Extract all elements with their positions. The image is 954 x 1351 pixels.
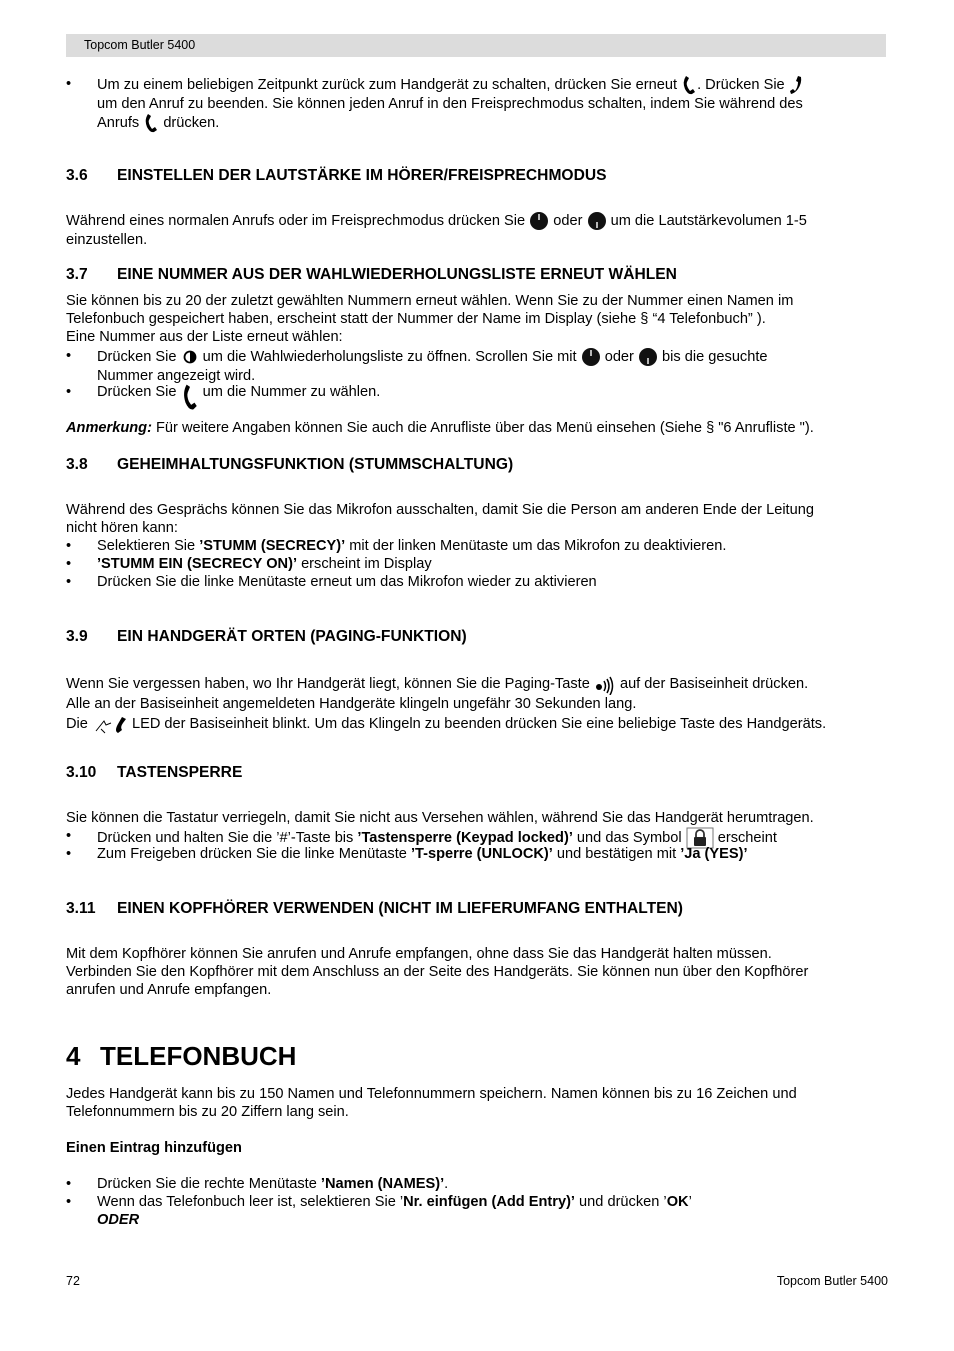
bullet: • xyxy=(66,1194,72,1210)
text: mit der linken Menütaste um das Mikrofon zu deaktivieren. xyxy=(345,538,727,554)
text: . xyxy=(444,1176,449,1192)
text: Verbinden Sie den Kopfhörer mit dem Anschluss an der Seite des Handgeräts. Sie können nun über den Kopfhörer xyxy=(66,964,809,980)
subheading: Einen Eintrag hinzufügen xyxy=(66,1140,242,1156)
bullet: • xyxy=(66,828,72,844)
text: Zum Freigeben drücken Sie die linke Menütaste xyxy=(97,846,411,862)
text: drücken. xyxy=(163,114,220,131)
text: Nummer angezeigt wird. xyxy=(97,368,256,384)
bold-text: Nr. einfügen (Add Entry)’ xyxy=(403,1194,575,1210)
text: bis die gesuchte xyxy=(662,348,768,365)
chapter-title: TELEFONBUCH xyxy=(100,1041,297,1071)
text: um den Anruf zu beenden. Sie können jeden Anruf in den Freisprechmodus schalten, indem Sie während des xyxy=(97,96,803,112)
page-header xyxy=(66,34,886,57)
paragraph xyxy=(66,501,896,537)
text: Während des Gesprächs können Sie das Mikrofon ausschalten, damit Sie die Person am anderen Ende der Leitung xyxy=(66,502,814,518)
section-number: 3.8 xyxy=(66,456,88,473)
handset-icon xyxy=(143,113,159,133)
text: um die Nummer zu wählen. xyxy=(202,384,381,400)
page-number: 72 xyxy=(66,1274,80,1288)
text: um die Wahlwiederholungsliste zu öffnen. Scrollen Sie mit xyxy=(202,348,577,365)
text: Drücken Sie die rechte Menütaste xyxy=(97,1176,321,1192)
text: erscheint xyxy=(717,829,777,846)
bullet: • xyxy=(66,846,72,862)
text: Sie können die Tastatur verriegeln, damit Sie nicht aus Versehen wählen, während Sie das Handgerät herumtragen. xyxy=(66,810,814,826)
nav-down-icon xyxy=(587,211,607,231)
paragraph xyxy=(66,292,896,346)
text: um die Lautstärkevolumen 1-5 xyxy=(610,212,807,229)
text: einzustellen. xyxy=(66,232,148,248)
text: erscheint im Display xyxy=(297,556,432,572)
text: Die xyxy=(66,715,88,732)
text: Telefonbuch gespeichert haben, erscheint statt der Nummer der Name im Display (siehe § “4 Telefonbuch” ). xyxy=(66,311,766,327)
chapter-heading xyxy=(66,1041,296,1071)
text: . Drücken Sie xyxy=(697,76,785,93)
text: nicht hören kann: xyxy=(66,520,178,536)
section-heading xyxy=(66,455,513,474)
note xyxy=(66,419,896,437)
text: Eine Nummer aus der Liste erneut wählen: xyxy=(66,329,343,345)
text: Anrufs xyxy=(97,114,140,131)
paragraph xyxy=(66,809,896,827)
section-heading xyxy=(66,763,242,782)
bold-text: ’Tastensperre (Keypad locked)’ xyxy=(357,829,573,846)
section-title: GEHEIMHALTUNGSFUNKTION (STUMMSCHALTUNG) xyxy=(117,456,514,473)
text: und bestätigen mit xyxy=(552,846,681,862)
bold-text: ’Ja (YES)’ xyxy=(680,846,748,862)
section-number: 3.6 xyxy=(66,167,88,184)
bullet: • xyxy=(66,574,72,590)
redial-icon xyxy=(181,350,199,364)
text: Drücken Sie die linke Menütaste erneut um das Mikrofon wieder zu aktivieren xyxy=(97,574,597,590)
text: Wenn Sie vergessen haben, wo Ihr Handgerät liegt, können Sie die Paging-Taste xyxy=(66,675,590,692)
handset-icon xyxy=(181,383,199,411)
text: Jedes Handgerät kann bis zu 150 Namen und Telefonnummern speichern. Namen können bis zu 16 Zeichen und xyxy=(66,1086,797,1102)
bullet: • xyxy=(66,556,72,572)
paragraph xyxy=(66,945,896,999)
section-heading xyxy=(66,627,467,646)
bold-text: ’T-sperre (UNLOCK)’ xyxy=(410,846,553,862)
paragraph xyxy=(66,673,896,735)
section-title: EIN HANDGERÄT ORTEN (PAGING-FUNKTION) xyxy=(117,628,467,645)
text: Selektieren Sie xyxy=(97,538,200,554)
text: Wenn das Telefonbuch leer ist, selektieren Sie ’ xyxy=(97,1194,404,1210)
text: auf der Basiseinheit drücken. xyxy=(619,675,809,692)
header-title: Topcom Butler 5400 xyxy=(84,38,196,52)
paragraph xyxy=(66,1085,896,1121)
text: Während eines normalen Anrufs oder im Freisprechmodus drücken Sie xyxy=(66,212,526,229)
text: Drücken und halten Sie die ’#’-Taste bis xyxy=(97,829,358,846)
bullet: • xyxy=(66,348,72,364)
text: Drücken Sie xyxy=(97,348,177,365)
section-number: 3.11 xyxy=(66,900,96,917)
nav-down-icon xyxy=(638,347,658,367)
section-heading xyxy=(66,166,607,185)
text: Sie können bis zu 20 der zuletzt gewählten Nummern erneut wählen. Wenn Sie zu der Nummer einen Namen im xyxy=(66,293,794,309)
text: Alle an der Basiseinheit angemeldeten Handgeräte klingeln ungefähr 30 Sekunden lang. xyxy=(66,696,637,712)
text: Telefonnummern bis zu 20 Ziffern lang sein. xyxy=(66,1104,349,1120)
section-heading xyxy=(66,265,677,284)
led-icon xyxy=(92,713,132,735)
text: Um zu einem beliebigen Zeitpunkt zurück zum Handgerät zu schalten, drücken Sie erneut xyxy=(97,76,678,93)
bold-text: ’STUMM (SECRECY)’ xyxy=(199,538,346,554)
bold-text: OK xyxy=(666,1194,689,1210)
bullet: • xyxy=(66,538,72,554)
nav-up-icon xyxy=(581,347,601,367)
nav-up-icon xyxy=(529,211,549,231)
bullet: • xyxy=(66,384,72,400)
section-number: 3.9 xyxy=(66,628,88,645)
chapter-number: 4 xyxy=(66,1041,81,1071)
text: anrufen und Anrufe empfangen. xyxy=(66,982,272,998)
text: Mit dem Kopfhörer können Sie anrufen und Anrufe empfangen, ohne dass Sie das Handgerät halten müssen. xyxy=(66,946,772,962)
section-number: 3.7 xyxy=(66,266,88,283)
footer-title: Topcom Butler 5400 xyxy=(776,1274,888,1288)
paging-icon xyxy=(594,673,616,695)
bullet: • xyxy=(66,1176,72,1192)
section-number: 3.10 xyxy=(66,764,97,781)
section-heading xyxy=(66,899,683,918)
bold-text: ’Namen (NAMES)’ xyxy=(320,1176,445,1192)
text: und drücken ’ xyxy=(575,1194,667,1210)
section-title: EINE NUMMER AUS DER WAHLWIEDERHOLUNGSLISTE ERNEUT WÄHLEN xyxy=(117,266,677,283)
note-label: Anmerkung: xyxy=(66,420,152,436)
bold-text: ’STUMM EIN (SECRECY ON)’ xyxy=(97,556,298,572)
text: oder xyxy=(604,348,634,365)
paragraph xyxy=(66,211,896,249)
text: ’ xyxy=(688,1194,692,1210)
section-title: TASTENSPERRE xyxy=(117,764,243,781)
section-title: EINEN KOPFHÖRER VERWENDEN (NICHT IM LIEFERUMFANG ENTHALTEN) xyxy=(117,900,683,917)
hangup-icon xyxy=(789,75,803,95)
handset-icon xyxy=(681,75,697,95)
text: oder xyxy=(553,212,583,229)
oder-label: ODER xyxy=(97,1212,140,1228)
text: LED der Basiseinheit blinkt. Um das Klingeln zu beenden drücken Sie eine beliebige Taste des Handgeräts. xyxy=(131,715,827,732)
section-title: EINSTELLEN DER LAUTSTÄRKE IM HÖRER/FREISPRECHMODUS xyxy=(117,167,607,184)
text: Drücken Sie xyxy=(97,384,177,400)
text: und das Symbol xyxy=(572,829,682,846)
bullet: • xyxy=(66,76,72,92)
note-text: Für weitere Angaben können Sie auch die Anrufliste über das Menü einsehen (Siehe § "6 Anrufliste "). xyxy=(151,420,814,436)
